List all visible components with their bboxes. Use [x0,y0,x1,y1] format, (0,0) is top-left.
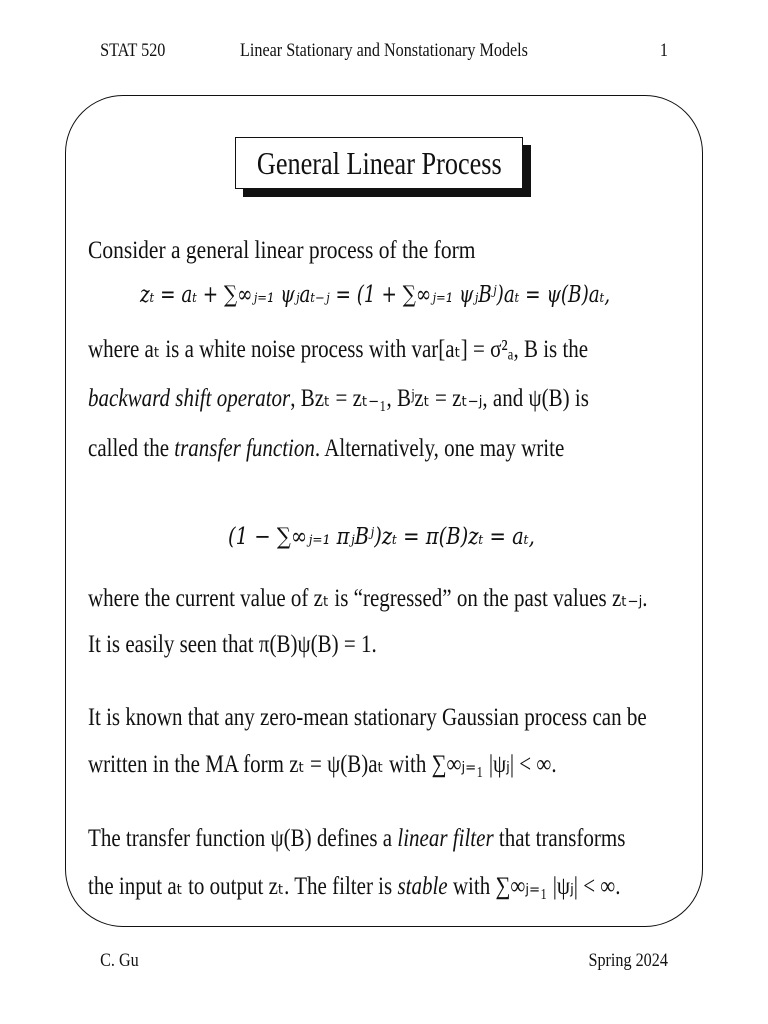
operator-line [88,376,589,421]
equation-pi-form: (1 − ∑∞ⱼ₌₁ πⱼBʲ)zₜ = π(B)zₜ = aₜ, [228,524,535,550]
called-suffix: . Alternatively, one may write [314,435,565,462]
slide-title-box [235,137,523,189]
identity-line: It is easily seen that π(B)ψ(B) = 1. [88,631,377,658]
ma-form-line: written in the MA form zₜ = ψ(B)aₜ with ∑∞ⱼ₌₁ |ψⱼ| < ∞. [88,751,557,778]
page-header [58,40,711,70]
stable-line [88,864,621,909]
author: C. Gu [100,950,139,971]
term-backward-shift: backward shift operator [88,385,291,412]
intro-line: Consider a general linear process of the form [88,237,476,264]
page-footer [58,950,711,980]
regressed-line: where the current value of zₜ is “regressed” on the past values zₜ₋ⱼ. [88,585,648,612]
filter-line [88,816,625,861]
stable-prefix: the input aₜ to output zₜ. The filter is [88,873,398,900]
operator-definition: , Bzₜ = zₜ₋₁, Bʲzₜ = zₜ₋ⱼ, and ψ(B) is [290,385,589,412]
slide-title-text: General Linear Process [256,144,502,181]
where-line: where aₜ is a white noise process with var[aₜ] = σ²ₐ, B is the [88,336,589,363]
page-number: 1 [659,40,668,61]
term: Spring 2024 [588,950,668,971]
term-transfer-function: transfer function [174,435,315,462]
called-line [88,426,564,471]
stable-suffix: with ∑∞ⱼ₌₁ |ψⱼ| < ∞. [447,873,621,900]
header-title: Linear Stationary and Nonstationary Models [240,40,528,61]
course-code: STAT 520 [100,40,166,61]
filter-prefix: The transfer function ψ(B) defines a [88,825,398,852]
slide-frame [65,95,703,927]
term-linear-filter: linear filter [397,825,494,852]
slide-title [235,137,523,189]
term-stable: stable [397,873,448,900]
called-prefix: called the [88,435,175,462]
equation-general-linear: zₜ = aₜ + ∑∞ⱼ₌₁ ψⱼaₜ₋ⱼ = (1 + ∑∞ⱼ₌₁ ψⱼBʲ)aₜ = ψ(B)aₜ, [140,282,611,308]
filter-suffix: that transforms [493,825,626,852]
gaussian-line: It is known that any zero-mean stationary Gaussian process can be [88,704,647,731]
